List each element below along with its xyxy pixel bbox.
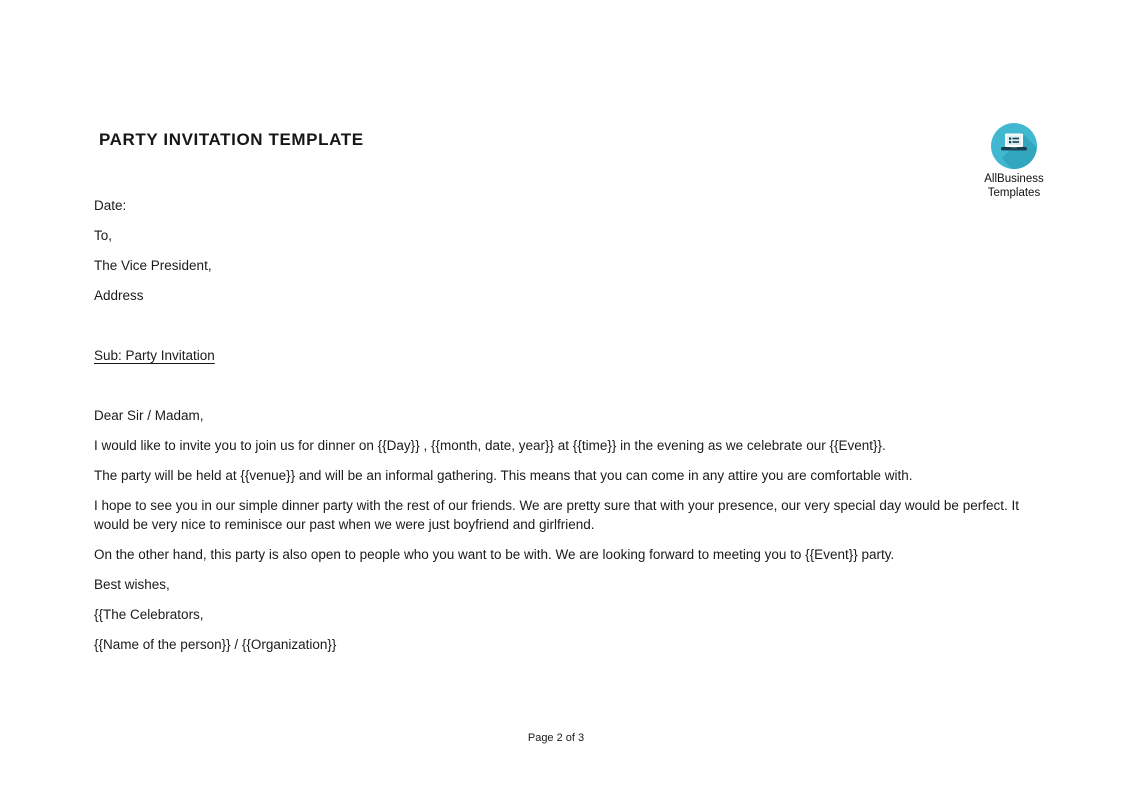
salutation: Dear Sir / Madam,	[94, 408, 204, 423]
logo-text-line1: AllBusiness	[984, 173, 1044, 185]
to-label: To,	[94, 228, 113, 243]
date-label: Date:	[94, 198, 127, 213]
paragraph-3: I hope to see you in our simple dinner party with the rest of our friends. We are pretty sure that with your presence, our very special day would be perfect. It would be very nice to reminisce our past when we were just boyfriend and girlfriend.	[94, 498, 1019, 532]
paragraph-4: On the other hand, this party is also open to people who you want to be with. We are looking forward to meeting you to {{Event}} party.	[94, 547, 895, 562]
logo-text-line2: Templates	[987, 186, 1041, 199]
signature-line-2: {{Name of the person}} / {{Organization}}	[94, 637, 337, 652]
address-label: Address	[94, 288, 144, 303]
allbusiness-logo	[968, 122, 1060, 200]
subject-line	[94, 346, 1032, 365]
page-title: PARTY INVITATION TEMPLATE	[99, 130, 364, 149]
recipient-line: The Vice President,	[94, 258, 212, 273]
signature-line-1: {{The Celebrators,	[94, 607, 204, 622]
subject-text: Sub: Party Invitation	[94, 348, 215, 363]
page-number-footer: Page 2 of 3	[527, 732, 585, 744]
closing: Best wishes,	[94, 577, 170, 592]
paragraph-1: I would like to invite you to join us for dinner on {{Day}} , {{month, date, year}} at {{time}} in the evening as we celebrate our {{Event}}.	[94, 438, 886, 453]
laptop-icon	[990, 122, 1038, 170]
paragraph-2: The party will be held at {{venue}} and will be an informal gathering. This means that you can come in any attire you are comfortable with.	[94, 468, 913, 483]
letter-body	[94, 196, 1032, 665]
